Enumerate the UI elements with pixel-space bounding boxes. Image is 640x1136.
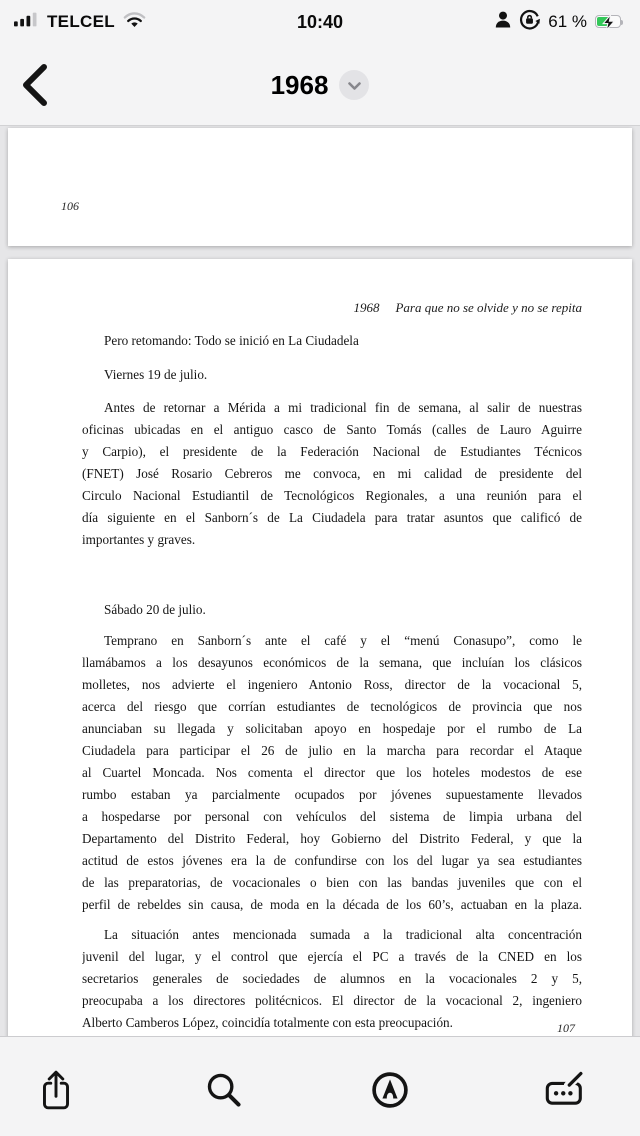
text-line: a hospedarse por personal con vehículos del sistema de limpia urbana del [82, 809, 582, 824]
markup-icon [370, 1070, 410, 1113]
running-header-subtitle: Para que no se olvide y no se repita [395, 300, 582, 315]
reading-area [0, 126, 640, 1136]
markup-button[interactable] [366, 1067, 414, 1115]
page-number: 107 [557, 1021, 575, 1035]
page-number: 106 [61, 199, 79, 213]
running-header [82, 297, 582, 319]
text-line: al Cuartel Moncada. Nos comenta el director que los hoteles modestos de ese [82, 765, 582, 780]
form-fill-button[interactable] [542, 1067, 590, 1115]
title-group [0, 44, 640, 126]
title-menu-button[interactable] [339, 70, 369, 100]
text-line: importantes y graves. [82, 532, 196, 547]
running-header-book: 1968 [353, 300, 380, 315]
current-page-card[interactable] [8, 259, 632, 1040]
text-line: secretarios generales de sociedades de alumnos en la vocacionales 2 y 5, [82, 971, 582, 986]
text-line: rumbo estaban ya parcialmente ocupados por jóvenes supuestamente llevados [82, 787, 582, 802]
text-line: Temprano en Sanborn´s ante el café y el “menú Conasupo”, como le [104, 633, 582, 648]
text-line: Departamento del Distrito Federal, hoy Gobierno del Distrito Federal, y que la [82, 831, 582, 846]
form-fill-icon [544, 1070, 588, 1113]
paragraph [82, 630, 582, 916]
status-bar [0, 0, 640, 44]
text-line: y Carpio), el presidente de la Federación Nacional de Estudiantes Técnicos [82, 444, 582, 459]
text-line: de las preparatorias, de vocacionales o bien con las bandas juveniles que con el [82, 875, 582, 890]
paragraph [82, 924, 582, 1034]
text-line: Viernes 19 de julio. [104, 367, 208, 382]
share-button[interactable] [32, 1067, 80, 1115]
status-left [14, 12, 146, 33]
text-line: juvenil del lugar, y el control que ejercía el PC a través de la CNED en los [82, 949, 582, 964]
text-line: La situación antes mencionada sumada a la tradicional alta concentración [104, 927, 582, 942]
battery-charging-icon [595, 15, 626, 29]
search-icon [205, 1071, 243, 1112]
text-line: Alberto Camberos López, coincidía totalmente con esta preocupación. [82, 1015, 453, 1030]
nav-bar [0, 44, 640, 126]
chevron-down-icon [348, 78, 361, 93]
signal-icon [14, 12, 39, 32]
search-button[interactable] [200, 1067, 248, 1115]
share-icon [38, 1068, 74, 1115]
text-line: acerca del riesgo que corrían estudiantes de tecnológicos de provincia que nos [82, 699, 582, 714]
battery-nub [621, 20, 624, 25]
text-line: Pero retomando: Todo se inició en La Ciudadela [104, 333, 359, 348]
bottom-toolbar [0, 1036, 640, 1136]
clock-label: 10:40 [296, 11, 344, 32]
status-right [495, 9, 626, 35]
bolt-icon [601, 14, 617, 36]
text-line: anunciaban su llegada y solicitaban apoyo en hospedaje por el rumbo de La [82, 721, 582, 736]
text-line: (FNET) José Rosario Cebreros me convoca, en mi calidad de presidente del [82, 466, 582, 481]
paragraph [82, 397, 582, 551]
text-line: llamábamos a los desayunos económicos de la semana, que incluían los clásicos [82, 655, 582, 670]
text-line: Circulo Nacional Estudiantil de Tecnológicos Regionales, a una reunión para el [82, 488, 582, 503]
text-line: preocupaba a los directores politécnicos. El director de la vocacional 2, ingeniero [82, 993, 582, 1008]
rotation-lock-icon [519, 9, 540, 35]
text-line: Antes de retornar a Mérida a mi tradicional fin de semana, al salir de nuestras [104, 400, 582, 415]
text-line: perfil de rebeldes sin causa, de moda en la década de los 60’s, actuaban en la plaza. [82, 897, 582, 912]
text-line: actitud de estos jóvenes era la de confundirse con los del lugar ya sea estudiantes [82, 853, 582, 868]
text-line: Ciudadela para participar el 26 de julio en la marcha para recordar el Ataque [82, 743, 582, 758]
text-line: Sábado 20 de julio. [104, 602, 206, 617]
text-line: día siguiente en el Sanborn´s de La Ciudadela para tratar asuntos que calificó de [82, 510, 582, 525]
text-line: molletes, nos advierte el ingeniero Antonio Ross, director de la vocacional 5, [82, 677, 582, 692]
wifi-icon [123, 12, 146, 33]
book-title: 1968 [270, 69, 329, 100]
profile-icon [495, 11, 511, 33]
previous-page-card[interactable] [8, 128, 632, 246]
carrier-label: TELCEL [47, 12, 115, 31]
text-line: oficinas ubicadas en el antiguo casco de Santo Tomás (calles de Lauro Aguirre [82, 422, 582, 437]
battery-percent-label: 61 % [548, 12, 587, 31]
